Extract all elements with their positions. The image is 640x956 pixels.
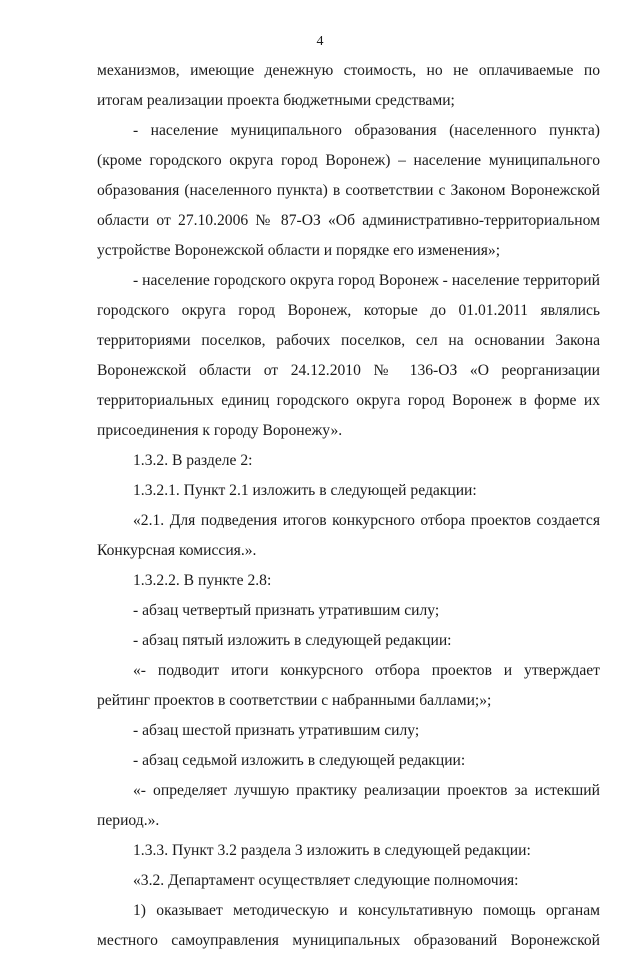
paragraph: 1.3.2.2. В пункте 2.8: (133, 572, 272, 589)
paragraph: 1.3.2.1. Пункт 2.1 изложить в следующей редакции: (133, 482, 477, 499)
document-body (97, 56, 600, 956)
paragraph: - население муниципального образования (населенного пункта) (кроме городского округа город Воронеж) – население муниципального образования (населенного пункта) в соответствии с Законом Воронежской области от 27.10.2006 № 87-ОЗ «Об административно-территориальном устройстве Воронежской области и порядке его изменения»; (97, 122, 600, 259)
paragraph: 1) оказывает методическую и консультативную помощь органам местного самоуправления муниципальных образований Воронежской (97, 902, 600, 949)
paragraph: механизмов, имеющие денежную стоимость, но не оплачиваемые по итогам реализации проекта бюджетными средствами; (97, 62, 600, 109)
paragraph: «3.2. Департамент осуществляет следующие полномочия: (133, 872, 519, 889)
paragraph: - население городского округа город Воронеж - население территорий городского округа город Воронеж, которые до 01.01.2011 являлись территориями поселков, рабочих поселков, сел на основании Закона Воронежской области от 24.12.2010 № 136-ОЗ «О реорганизации территориальных единиц городского округа город Воронеж в форме их присоединения к городу Воронежу». (97, 272, 600, 439)
paragraph: - абзац шестой признать утратившим силу; (133, 722, 420, 739)
paragraph: - абзац пятый изложить в следующей редакции: (133, 632, 452, 649)
paragraph: «- определяет лучшую практику реализации проектов за истекший период.». (97, 782, 600, 829)
paragraph: - абзац четвертый признать утратившим силу; (133, 602, 440, 619)
paragraph: 1.3.3. Пункт 3.2 раздела 3 изложить в следующей редакции: (133, 842, 531, 859)
paragraph: - абзац седьмой изложить в следующей редакции: (133, 752, 466, 769)
paragraph: «2.1. Для подведения итогов конкурсного отбора проектов создается Конкурсная комиссия.». (97, 512, 600, 559)
paragraph: «- подводит итоги конкурсного отбора проектов и утверждает рейтинг проектов в соответствии с набранными баллами;»; (97, 662, 600, 709)
paragraph: 1.3.2. В разделе 2: (133, 452, 253, 469)
page-number: 4 (316, 34, 324, 49)
